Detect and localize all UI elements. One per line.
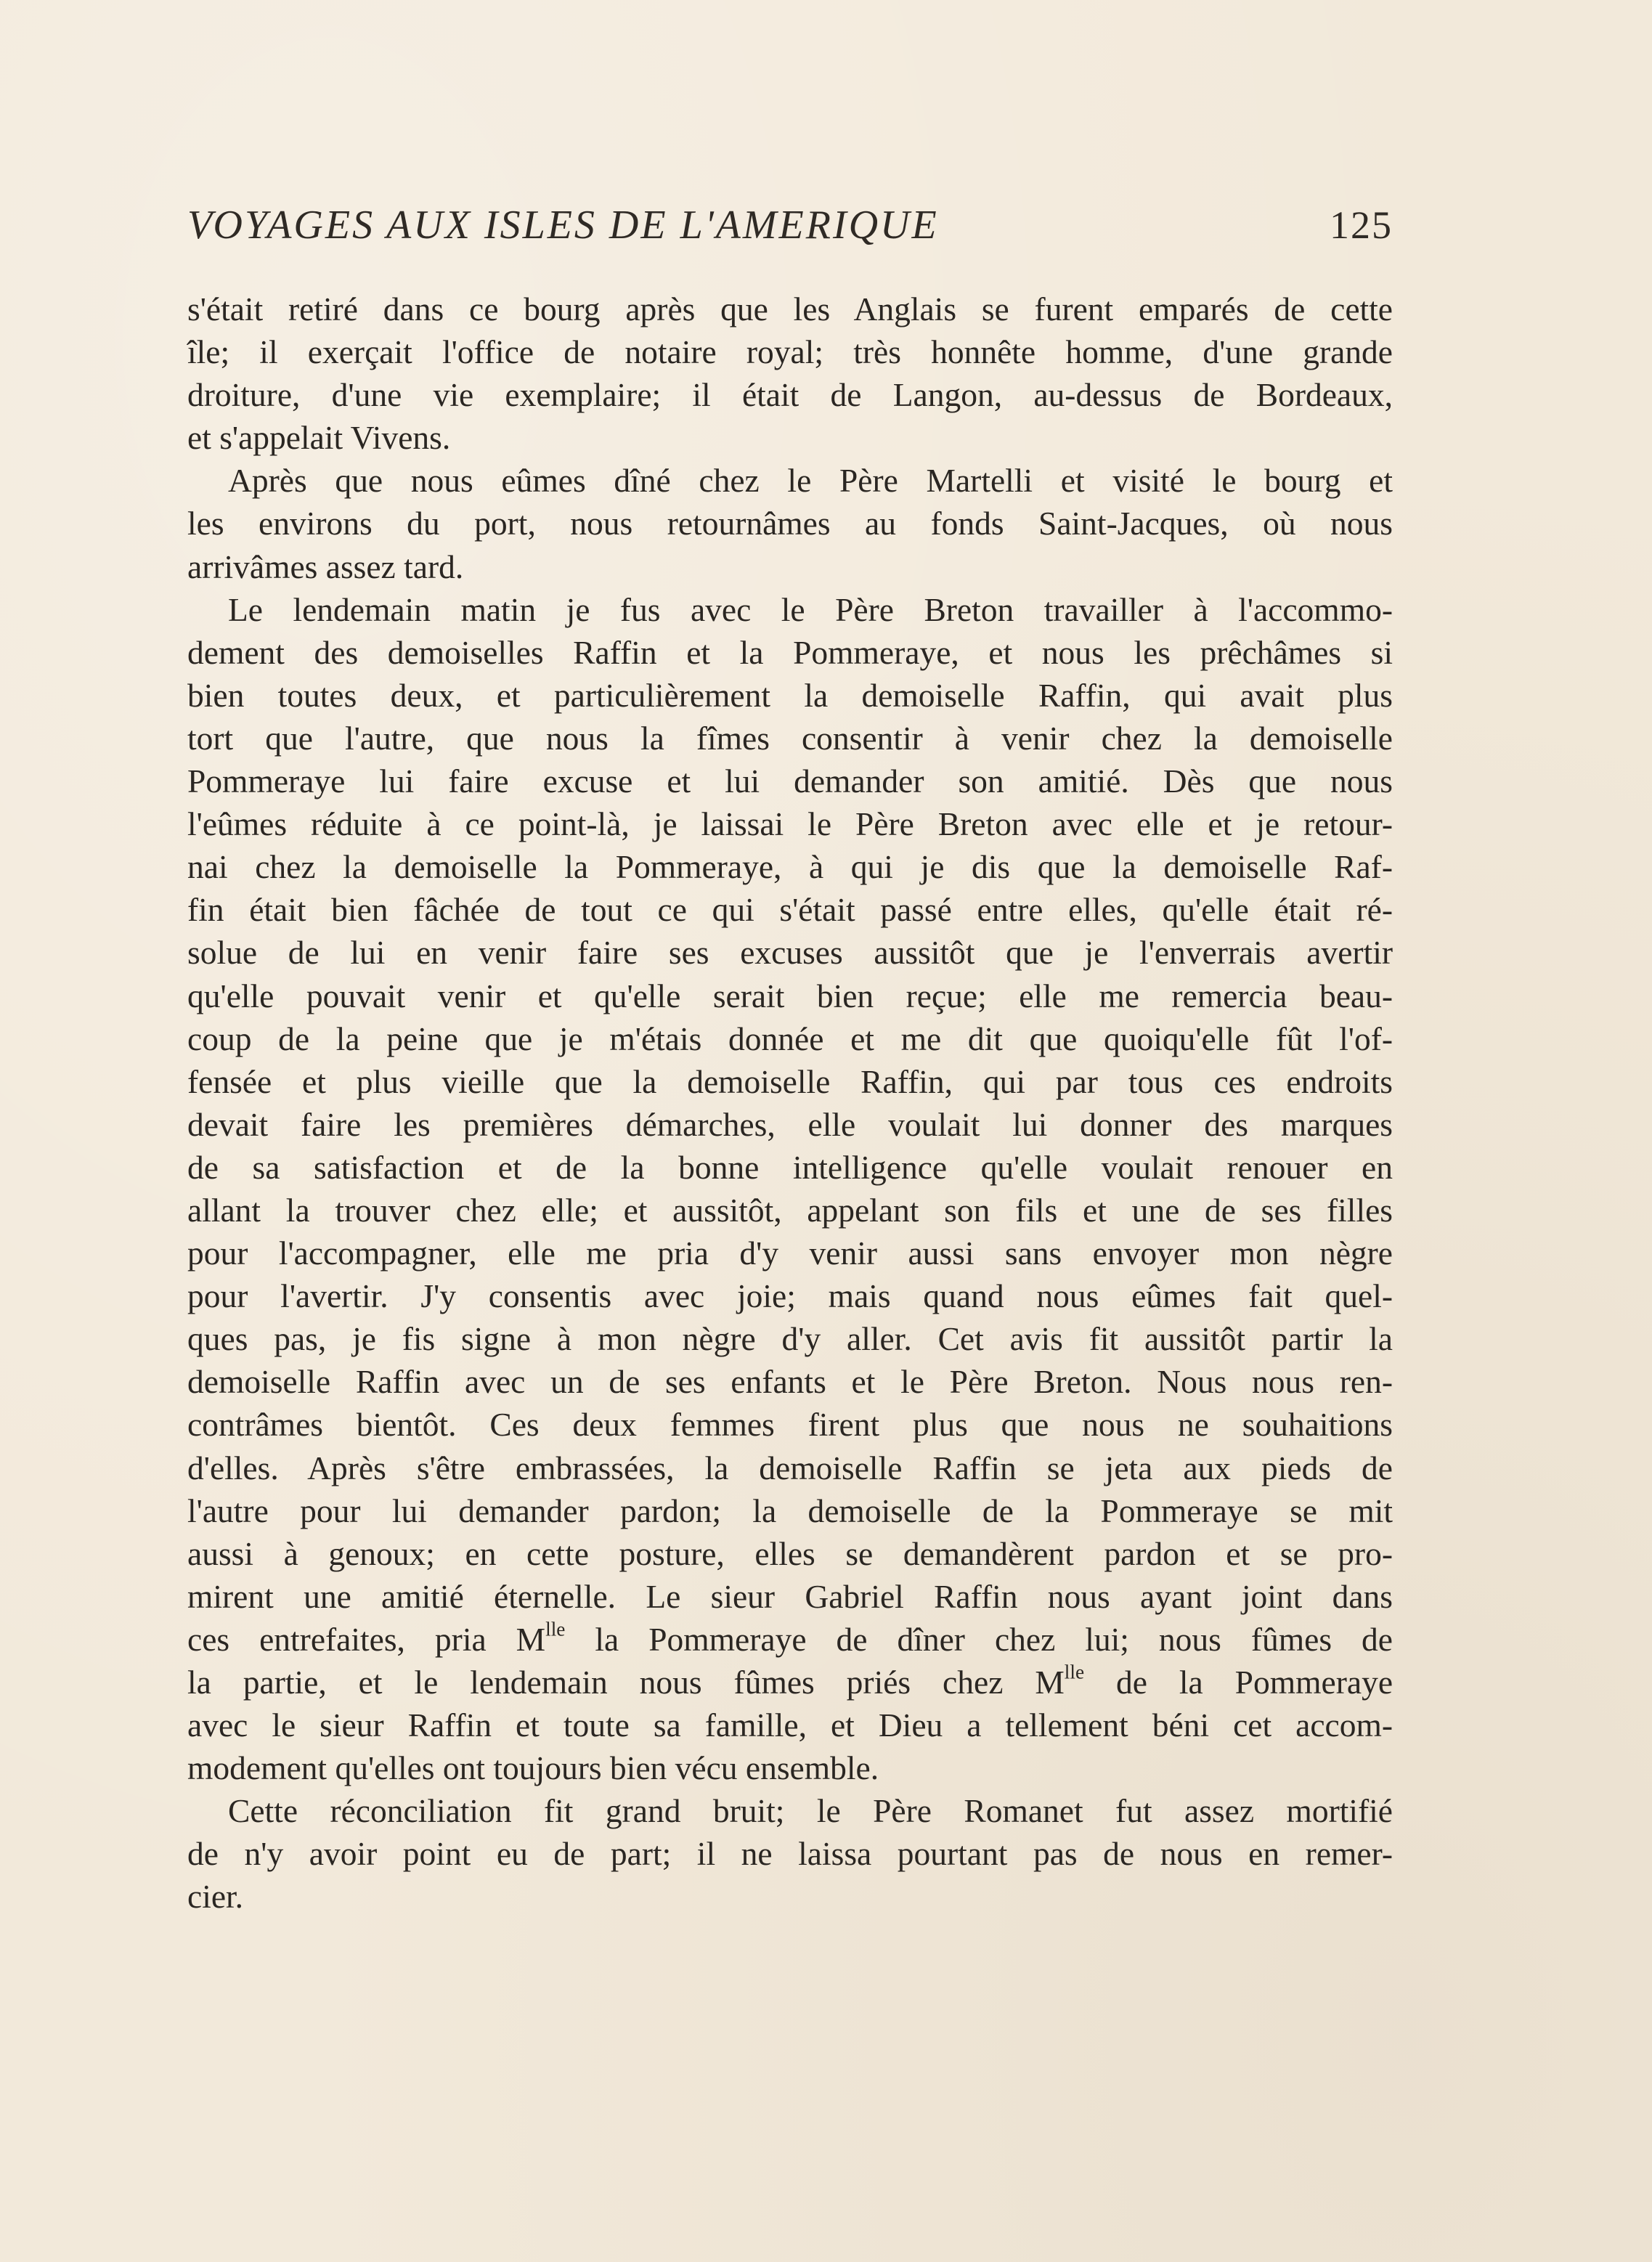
- text-line: Cette réconciliation fit grand bruit; le Père Romanet fut assez mortifié: [228, 1792, 1393, 1830]
- text-line: arrivâmes assez tard.: [187, 548, 464, 585]
- text-line: coup de la peine que je m'étais donnée et me dit que quoiqu'elle fût l'of-: [187, 1020, 1393, 1057]
- text-line: fin était bien fâchée de tout ce qui s'était passé entre elles, qu'elle était ré-: [187, 891, 1393, 929]
- text-line: dement des demoiselles Raffin et la Pommeraye, et nous les prêchâmes si: [187, 633, 1393, 671]
- text-line: devait faire les premières démarches, elle voulait lui donner des marques: [187, 1105, 1393, 1143]
- text-line: Après que nous eûmes dîné chez le Père Martelli et visité le bourg et: [228, 462, 1393, 500]
- text-line: droiture, d'une vie exemplaire; il était de Langon, au-dessus de Bordeaux,: [187, 376, 1393, 414]
- text-line: mirent une amitié éternelle. Le sieur Gabriel Raffin nous ayant joint dans: [187, 1577, 1393, 1615]
- text-line: s'était retiré dans ce bourg après que les Anglais se furent emparés de cette: [187, 290, 1393, 327]
- text-line: l'eûmes réduite à ce point-là, je laissai le Père Breton avec elle et je retour-: [187, 805, 1393, 843]
- text-line: de n'y avoir point eu de part; il ne laissa pourtant pas de nous en remer-: [187, 1835, 1393, 1873]
- text-line: bien toutes deux, et particulièrement la demoiselle Raffin, qui avait plus: [187, 676, 1393, 714]
- text-line: tort que l'autre, que nous la fîmes consentir à venir chez la demoiselle: [187, 719, 1393, 757]
- text-line: avec le sieur Raffin et toute sa famille, et Dieu a tellement béni cet accom-: [187, 1706, 1393, 1744]
- text-line: cier.: [187, 1878, 244, 1916]
- text-line: les environs du port, nous retournâmes au fonds Saint-Jacques, où nous: [187, 505, 1393, 542]
- text-line: contrâmes bientôt. Ces deux femmes firent plus que nous ne souhaitions: [187, 1406, 1393, 1444]
- text-line: de sa satisfaction et de la bonne intelligence qu'elle voulait renouer en: [187, 1148, 1393, 1186]
- text-line: ques pas, je fis signe à mon nègre d'y aller. Cet avis fit aussitôt partir la: [187, 1320, 1393, 1358]
- text-line: qu'elle pouvait venir et qu'elle serait bien reçue; elle me remercia beau-: [187, 977, 1393, 1014]
- text-line: Le lendemain matin je fus avec le Père Breton travailler à l'accommo-: [228, 590, 1393, 628]
- text-line: pour l'avertir. J'y consentis avec joie; mais quand nous eûmes fait quel-: [187, 1277, 1393, 1315]
- text-line: île; il exerçait l'office de notaire royal; très honnête homme, d'une grande: [187, 333, 1393, 371]
- text-line: nai chez la demoiselle la Pommeraye, à qui je dis que la demoiselle Raf-: [187, 848, 1393, 886]
- text-line: l'autre pour lui demander pardon; la demoiselle de la Pommeraye se mit: [187, 1492, 1393, 1529]
- page-number: 125: [1330, 203, 1393, 247]
- text-line: fensée et plus vieille que la demoiselle Raffin, qui par tous ces endroits: [187, 1062, 1393, 1100]
- running-title: VOYAGES AUX ISLES DE L'AMERIQUE: [187, 203, 939, 248]
- text-line: modement qu'elles ont toujours bien vécu ensemble.: [187, 1749, 879, 1787]
- text-line: pour l'accompagner, elle me pria d'y venir aussi sans envoyer mon nègre: [187, 1234, 1393, 1272]
- text-line: ces entrefaites, pria $M^{lle}$ la Pommeraye de dîner chez lui; nous fûmes de: [187, 1618, 1393, 1658]
- text-line: Pommeraye lui faire excuse et lui demander son amitié. Dès que nous: [187, 762, 1393, 800]
- page-header: [187, 202, 1393, 260]
- text-line: et s'appelait Vivens.: [187, 419, 451, 457]
- body-text: [187, 288, 1393, 1919]
- text-line: allant la trouver chez elle; et aussitôt, appelant son fils et une de ses filles: [187, 1191, 1393, 1229]
- text-line: aussi à genoux; en cette posture, elles se demandèrent pardon et se pro-: [187, 1534, 1393, 1572]
- text-line: demoiselle Raffin avec un de ses enfants et le Père Breton. Nous nous ren-: [187, 1363, 1393, 1401]
- text-line: d'elles. Après s'être embrassées, la demoiselle Raffin se jeta aux pieds de: [187, 1449, 1393, 1486]
- text-line: solue de lui en venir faire ses excuses aussitôt que je l'enverrais avertir: [187, 934, 1393, 972]
- text-line: la partie, et le lendemain nous fûmes priés chez $M^{lle}$ de la Pommeraye: [187, 1661, 1393, 1701]
